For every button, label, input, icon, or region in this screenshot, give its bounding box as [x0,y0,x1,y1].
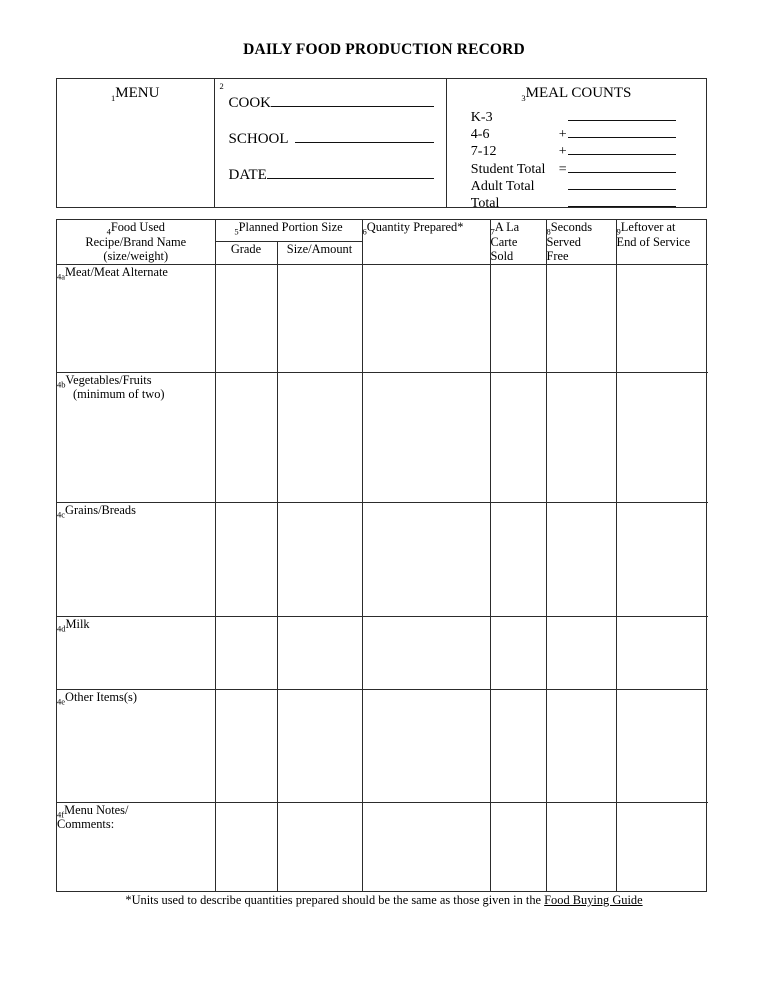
cell-grains-size-amount[interactable] [277,502,362,616]
quantity-prepared-marker: 6 [362,226,367,237]
row-text-meat: Meat/Meat Alternate [65,264,168,279]
meal-count-label-k3: K-3 [470,110,493,125]
cell-vegetables-leftover[interactable] [616,372,708,502]
food-used-line2: Recipe/Brand Name [85,234,187,249]
row-text-milk: Milk [65,616,90,631]
row-label-vegetables [57,372,215,502]
table-row [57,502,708,616]
leftover-line2: End of Service [616,234,691,249]
row-text-other-items: Other Items(s) [65,689,137,704]
meal-count-operator-7-12: + [558,144,567,160]
menu-column [57,79,215,207]
footnote [0,893,768,908]
cell-grains-grade[interactable] [215,502,277,616]
cell-meat-grade[interactable] [215,264,277,372]
meal-count-row-4-6 [471,124,693,141]
cell-milk-seconds-served[interactable] [546,616,616,689]
meal-count-row-total [471,193,693,210]
meal-counts-list [471,107,693,210]
meal-count-input-k3[interactable] [568,107,676,121]
table-row [57,802,708,891]
cell-milk-leftover[interactable] [616,616,708,689]
cell-meat-a-la-carte[interactable] [490,264,546,372]
meal-count-input-total[interactable] [568,193,676,207]
seconds-served-line3: Free [546,249,569,264]
row-text-vegetables: Vegetables/Fruits [65,372,152,387]
menu-column-header [57,85,214,102]
cell-menu-notes-leftover[interactable] [616,802,708,891]
header-size-amount: Size/Amount [277,242,362,265]
a-la-carte-line2: Carte [490,234,518,249]
cell-milk-quantity-prepared[interactable] [362,616,490,689]
row-marker-grains: 4c [57,509,66,520]
meal-count-row-7-12 [471,141,693,158]
food-used-line1: Food Used [110,220,165,234]
school-field-row [229,129,434,165]
date-input-line[interactable] [267,165,434,179]
cell-vegetables-quantity-prepared[interactable] [362,372,490,502]
cell-grains-leftover[interactable] [616,502,708,616]
meal-count-input-7-12[interactable] [568,141,676,155]
cell-meat-seconds-served[interactable] [546,264,616,372]
header-grade: Grade [215,242,277,265]
row-marker-menu-notes: 4f [57,809,65,820]
seconds-served-marker: 8 [546,226,551,237]
date-field-label: DATE [228,167,267,183]
row-label-milk [57,616,215,689]
meal-counts-column [447,79,706,211]
cell-vegetables-seconds-served[interactable] [546,372,616,502]
row-marker-meat: 4a [57,271,66,282]
row-marker-other-items: 4e [57,696,66,707]
row-text-grains: Grains/Breads [65,502,136,517]
cell-vegetables-size-amount[interactable] [277,372,362,502]
meal-count-label-7-12: 7-12 [470,144,497,160]
cell-vegetables-grade[interactable] [215,372,277,502]
page-title: DAILY FOOD PRODUCTION RECORD [243,41,525,58]
food-used-line3: (size/weight) [103,249,169,264]
cell-menu-notes-grade[interactable] [215,802,277,891]
cell-milk-a-la-carte[interactable] [490,616,546,689]
cell-milk-grade[interactable] [215,616,277,689]
footnote-text: *Units used to describe quantities prepared should be the same as those given in the [125,893,545,907]
table-row [57,264,708,372]
leftover-marker: 9 [616,226,621,237]
school-input-line[interactable] [295,129,434,143]
meal-count-operator-student-total: = [558,161,567,177]
row-label-other-items [57,689,215,802]
meal-count-row-student-total [471,159,693,176]
cell-other-items-seconds-served[interactable] [546,689,616,802]
cell-other-items-quantity-prepared[interactable] [362,689,490,802]
meal-count-row-k3 [471,107,693,124]
meal-count-label-4-6: 4-6 [470,127,490,143]
table-header-row-1 [57,220,708,242]
cell-other-items-leftover[interactable] [616,689,708,802]
meal-count-input-student-total[interactable] [568,159,676,173]
school-field-label: SCHOOL [228,131,289,147]
header-planned-portion-size [215,220,362,242]
header-food-used [57,220,215,264]
seconds-served-line1: Seconds [550,220,593,234]
menu-marker: 1 [111,93,116,103]
menu-label: MENU [115,85,160,101]
production-table [56,219,707,892]
quantity-prepared-label: Quantity Prepared* [366,220,464,234]
table-row [57,372,708,502]
meal-count-label-total: Total [470,195,500,211]
meal-count-row-adult-total [471,176,693,193]
cell-menu-notes-seconds-served[interactable] [546,802,616,891]
cell-meat-leftover[interactable] [616,264,708,372]
info-marker: 2 [219,81,224,91]
cell-grains-a-la-carte[interactable] [490,502,546,616]
seconds-served-line2: Served [546,234,581,249]
row-label-grains [57,502,215,616]
planned-portion-marker: 5 [234,226,239,237]
cook-field-row [229,93,434,129]
leftover-line1: Leftover at [620,220,676,234]
table-row [57,689,708,802]
row-label-meat [57,264,215,372]
cell-other-items-grade[interactable] [215,689,277,802]
header-quantity-prepared [362,220,490,264]
cell-menu-notes-size-amount[interactable] [277,802,362,891]
cell-other-items-size-amount[interactable] [277,689,362,802]
cell-menu-notes-a-la-carte[interactable] [490,802,546,891]
meal-counts-header [447,85,706,102]
date-field-row [229,165,434,201]
cell-grains-seconds-served[interactable] [546,502,616,616]
header-section [56,78,707,211]
cell-menu-notes-quantity-prepared[interactable] [362,802,490,891]
header-a-la-carte-sold [490,220,546,264]
a-la-carte-line3: Sold [490,249,514,264]
cell-vegetables-a-la-carte[interactable] [490,372,546,502]
a-la-carte-marker: 7 [490,226,495,237]
row-text-menu-notes: Menu Notes/ [64,802,129,817]
row-subtext-vegetables: (minimum of two) [73,387,165,402]
row-subtext-menu-notes: Comments: [57,817,115,832]
info-column [215,79,447,207]
a-la-carte-line1: A La [494,220,520,234]
meal-count-input-4-6[interactable] [568,124,676,138]
cell-grains-quantity-prepared[interactable] [362,502,490,616]
meal-counts-label: MEAL COUNTS [525,85,632,101]
meal-count-label-student-total: Student Total [470,161,546,177]
cell-meat-size-amount[interactable] [277,264,362,372]
header-seconds-served-free [546,220,616,264]
info-field-list [229,93,434,201]
header-leftover-end-of-service [616,220,708,264]
table-row [57,616,708,689]
cell-milk-size-amount[interactable] [277,616,362,689]
cook-input-line[interactable] [271,93,433,107]
cell-meat-quantity-prepared[interactable] [362,264,490,372]
cell-other-items-a-la-carte[interactable] [490,689,546,802]
footnote-reference: Food Buying Guide [544,893,643,907]
meal-count-input-adult-total[interactable] [568,176,676,190]
row-marker-vegetables: 4b [57,379,66,390]
meal-counts-marker: 3 [521,93,526,103]
cook-field-label: COOK [228,95,272,111]
food-used-marker: 4 [106,226,111,237]
planned-portion-label: Planned Portion Size [238,220,343,234]
row-marker-milk: 4d [57,623,66,634]
meal-count-operator-4-6: + [558,127,567,143]
meal-count-label-adult-total: Adult Total [470,178,535,194]
row-label-menu-notes [57,802,215,891]
